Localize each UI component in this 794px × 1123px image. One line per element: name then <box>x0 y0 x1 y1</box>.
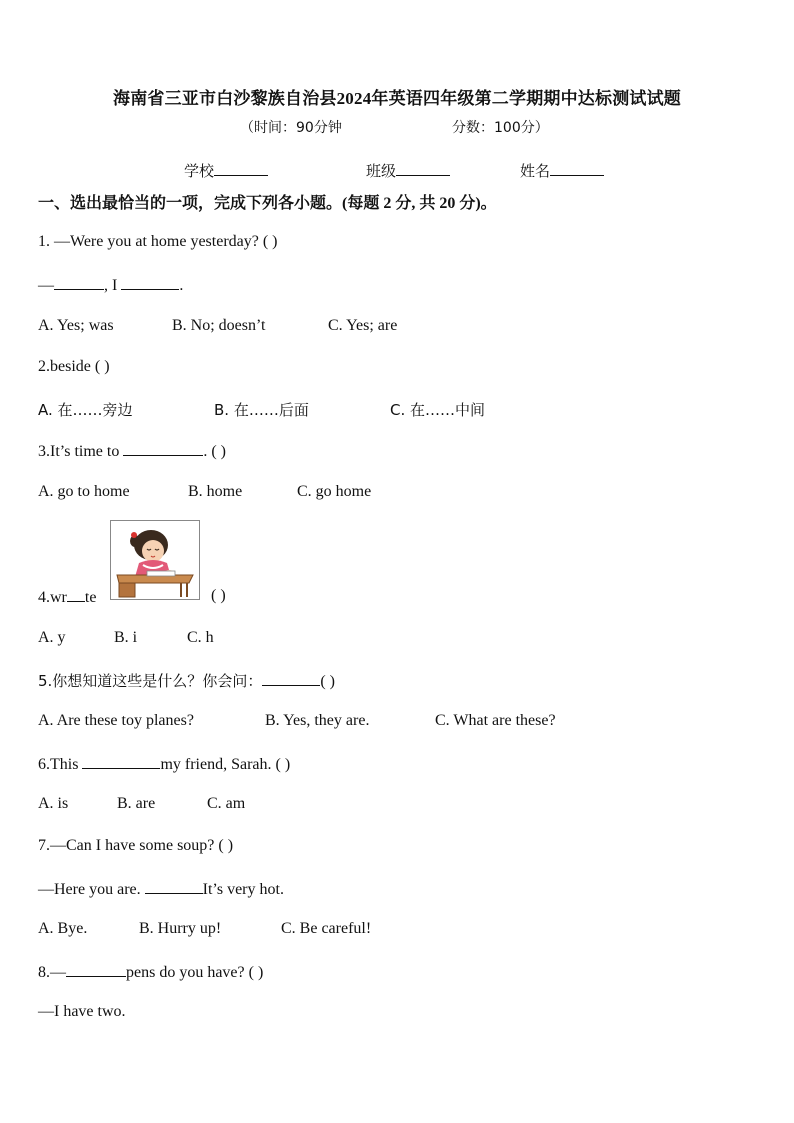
q8-stem-start: 8.— <box>38 964 66 981</box>
school-field <box>184 160 268 181</box>
q1-options <box>38 317 397 335</box>
q6-stem-start: 6.This <box>38 756 79 773</box>
q1-blank-2 <box>121 275 179 290</box>
name-blank <box>550 161 604 176</box>
exam-time: （时间：90分钟 <box>240 120 342 136</box>
q2-stem: 2.beside ( ) <box>38 358 110 375</box>
name-field <box>520 160 604 181</box>
q3-option-c: C. go home <box>297 483 372 500</box>
q6-option-c: C. am <box>207 795 246 812</box>
q3-stem-end: . ( ) <box>203 443 226 460</box>
q3-option-a: A. go to home <box>38 483 130 500</box>
girl-writing-illustration <box>111 521 199 599</box>
q1-option-b: B. No; doesn’t <box>172 317 266 334</box>
q4-options <box>38 629 214 647</box>
q7-reply-start: —Here you are. <box>38 881 141 898</box>
school-blank <box>214 161 268 176</box>
q1-stem: 1. —Were you at home yesterday? ( ) <box>38 233 278 250</box>
q7-reply-end: It’s very hot. <box>202 881 284 898</box>
q5-option-b: B. Yes, they are. <box>265 712 370 729</box>
name-label: 姓名 <box>520 164 551 180</box>
q5-option-c: C. What are these? <box>435 712 556 729</box>
q4-blank <box>67 587 85 602</box>
school-label: 学校 <box>184 164 215 180</box>
q5-options <box>38 712 556 730</box>
q7-option-c: C. Be careful! <box>281 920 372 937</box>
class-field <box>366 160 450 181</box>
q1-option-a: A. Yes; was <box>38 317 114 334</box>
q7-reply <box>38 879 284 899</box>
q5-stem-start: 5.你想知道这些是什么？你会问： <box>38 672 263 690</box>
q7-stem: 7.—Can I have some soup? ( ) <box>38 837 234 854</box>
q3-stem <box>38 441 226 461</box>
girl-writing-image <box>110 520 200 600</box>
q2-option-c: C. 在……中间 <box>390 401 486 419</box>
q1-option-c: C. Yes; are <box>328 317 398 334</box>
q6-blank <box>82 754 160 769</box>
q7-option-b: B. Hurry up! <box>139 920 222 937</box>
q6-option-b: B. are <box>117 795 156 812</box>
exam-score: 分数：100分） <box>452 120 549 136</box>
q4-option-c: C. h <box>187 629 214 646</box>
q8-stem <box>38 962 263 982</box>
q7-options <box>38 920 371 938</box>
q1-reply-end: . <box>179 277 184 294</box>
q6-option-a: A. is <box>38 795 69 812</box>
q2-option-b: B. 在……后面 <box>214 401 309 419</box>
q7-option-a: A. Bye. <box>38 920 88 937</box>
q8-reply: —I have two. <box>38 1003 126 1020</box>
q7-blank <box>145 879 203 894</box>
q2-option-a: A. 在……旁边 <box>38 401 133 419</box>
page-title: 海南省三亚市白沙黎族自治县2024年英语四年级第二学期期中达标测试试题 <box>113 89 681 108</box>
q3-option-b: B. home <box>188 483 243 500</box>
q4-option-a: A. y <box>38 629 66 646</box>
section-heading: 一、选出最恰当的一项，完成下列各小题。(每题 2 分, 共 20 分)。 <box>38 195 497 212</box>
q5-stem <box>38 670 335 691</box>
q2-options <box>38 399 485 420</box>
q3-blank <box>123 441 203 456</box>
q6-stem <box>38 754 290 774</box>
q3-stem-start: 3.It’s time to <box>38 443 120 460</box>
q6-stem-end: my friend, Sarah. ( ) <box>160 756 291 773</box>
q3-options <box>38 483 371 501</box>
q1-reply-dash: — <box>38 277 54 294</box>
q8-stem-end: pens do you have? ( ) <box>126 964 264 981</box>
class-blank <box>396 161 450 176</box>
q4-option-b: B. i <box>114 629 138 646</box>
q1-blank-1 <box>54 275 104 290</box>
q5-blank <box>262 671 320 686</box>
q5-option-a: A. Are these toy planes? <box>38 712 194 729</box>
q6-options <box>38 795 245 813</box>
q8-blank <box>66 962 126 977</box>
q1-reply-mid: , I <box>104 277 118 294</box>
class-label: 班级 <box>366 164 397 180</box>
q4-stem-start: 4.wr <box>38 589 67 606</box>
q1-reply <box>38 275 183 295</box>
q4-paren: ( ) <box>211 587 226 604</box>
q4-stem-end: te <box>84 589 97 606</box>
q4-stem <box>38 587 96 607</box>
q5-stem-end: ( ) <box>320 673 335 690</box>
